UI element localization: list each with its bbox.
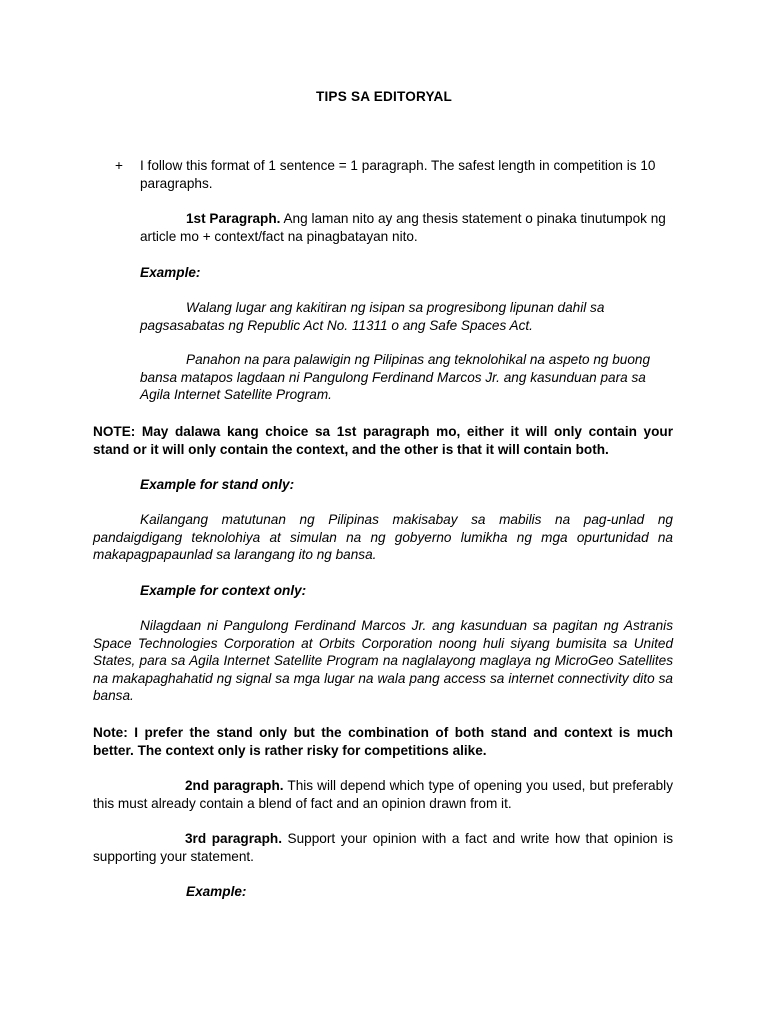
second-paragraph-label: 2nd paragraph. (185, 778, 284, 793)
example-two: Panahon na para palawigin ng Pilipinas ang teknolohikal na aspeto ng buong bansa matapos lagdaan ni Pangulong Ferdinand Marcos Jr. ang kasunduan para sa Agila Internet Satellite Program. (140, 352, 651, 403)
final-example-label: Example: (186, 884, 247, 899)
third-paragraph-text: Support your opinion with a fact and write how that opinion is supporting your statement. (93, 831, 674, 864)
first-paragraph-text: Ang laman nito ay ang thesis statement o pinaka tinutumpok ng article mo + context/fact na pinagbatayan nito. (140, 211, 666, 244)
example-one: Walang lugar ang kakitiran ng isipan sa progresibong lipunan dahil sa pagsasabatas ng Republic Act No. 11311 o ang Safe Spaces Act. (140, 300, 605, 333)
second-paragraph-tip (93, 777, 673, 812)
second-paragraph-text: This will depend which type of opening you used, but preferably this must already contain a blend of fact and an opinion drawn from it. (93, 778, 673, 811)
note-two: Note: I prefer the stand only but the combination of both stand and context is much better. The context only is rather risky for competitions alike. (93, 725, 673, 758)
third-paragraph-label: 3rd paragraph. (185, 831, 282, 846)
first-paragraph-label: 1st Paragraph. (186, 211, 281, 226)
intro-text: I follow this format of 1 sentence = 1 paragraph. The safest length in competition is 10 paragraphs. (140, 158, 656, 191)
bullet-marker: + (115, 158, 123, 173)
first-paragraph-tip (140, 210, 673, 245)
page-title: TIPS SA EDITORYAL (315, 89, 453, 104)
example-label: Example: (140, 265, 201, 280)
third-paragraph-tip (93, 830, 673, 865)
stand-only-label: Example for stand only: (140, 477, 295, 492)
note-one: NOTE: May dalawa kang choice sa 1st paragraph mo, either it will only contain your stand or it will only contain the context, and the other is that it will contain both. (93, 424, 673, 457)
context-only-text: Nilagdaan ni Pangulong Ferdinand Marcos Jr. ang kasunduan sa pagitan ng Astranis Space Technologies Corporation at Orbits Corporation noong huli siyang bumisita sa United States, para sa Agila Internet Satellite Program na naglalayong maglaya ng MicroGeo Satellites na makapaghahatid ng signal sa mga lugar na wala pang access sa internet connectivity dito sa bansa. (93, 618, 673, 704)
stand-only-text: Kailangang matutunan ng Pilipinas makisabay sa mabilis na pag-unlad ng pandaigdigang teknolohiya at simulan na ng gobyerno lumikha ng mga opurtunidad na makapagpapaunlad sa larangang ito ng bansa. (93, 512, 673, 563)
context-only-label: Example for context only: (140, 583, 307, 598)
